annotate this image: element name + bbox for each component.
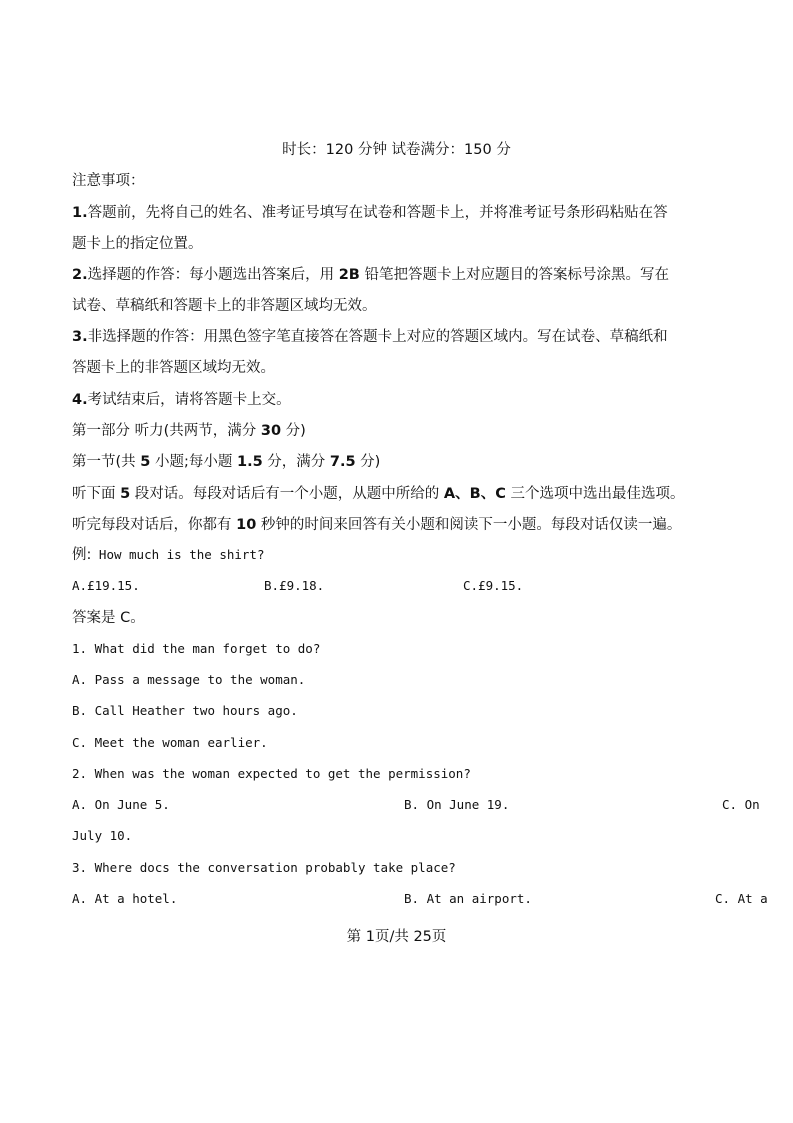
section-count: 5 [140, 454, 151, 470]
example-question-text: How much is the shirt? [91, 547, 265, 562]
part1-heading [72, 421, 306, 441]
question-1: 1. What did the man forget to do? [72, 641, 321, 656]
instruction-4-line-1 [72, 390, 291, 410]
instruction-number: 2. [72, 267, 88, 283]
instruction-2-line-1 [72, 265, 669, 285]
direction-text: 秒钟的时间来回答有关小题和阅读下一小题。每段对话仅读一遍。 [256, 517, 682, 533]
section-text: 分，满分 [262, 454, 330, 470]
example-option-a: A.£19.15. [72, 578, 140, 593]
heading-text: 第一部分 听力(共两节，满分 [72, 423, 261, 439]
direction-text: 听完每段对话后，你都有 [72, 517, 237, 533]
question-1-option-b: B. Call Heather two hours ago. [72, 703, 298, 718]
instruction-1-line-1 [72, 203, 668, 223]
example-option-b: B.£9.18. [264, 578, 325, 593]
example-options [72, 576, 722, 596]
instructions-title: 注意事项： [72, 173, 145, 189]
instruction-text: 非选择题的作答：用黑色签字笔直接答在答题卡上对应的答题区域内。写在试卷、草稿纸和 [87, 329, 668, 345]
instruction-text: 考试结束后，请将答题卡上交。 [87, 392, 291, 408]
instruction-1-line-2: 题卡上的指定位置。 [72, 236, 203, 252]
example-option-c: C.£9.15. [463, 578, 524, 593]
question-2-option-c-continued: July 10. [72, 828, 133, 843]
instruction-number: 3. [72, 329, 88, 345]
pencil-grade: 2B [338, 267, 360, 283]
direction-text: 听下面 [72, 486, 121, 502]
direction-text: 段对话。每段对话后有一个小题，从题中所给的 [130, 486, 444, 502]
example-answer: 答案是 C。 [72, 610, 145, 626]
direction-options: A、B、C [443, 486, 506, 502]
example-label: 例: [72, 547, 92, 563]
question-3-option-c: C. At a [715, 891, 768, 906]
question-1-option-a: A. Pass a message to the woman. [72, 672, 306, 687]
section-points: 1.5 [236, 454, 263, 470]
instruction-text: 选择题的作答：每小题选出答案后，用 [87, 267, 339, 283]
instruction-2-line-2: 试卷、草稿纸和答题卡上的非答题区域均无效。 [72, 298, 377, 314]
section-text: 第一节(共 [72, 454, 141, 470]
instruction-3-line-2: 答题卡上的非答题区域均无效。 [72, 360, 275, 376]
instruction-text: 答题前，先将自己的姓名、准考证号填写在试卷和答题卡上，并将准考证号条形码粘贴在答 [87, 205, 668, 221]
question-2-option-b: B. On June 19. [404, 797, 510, 812]
section-total: 7.5 [329, 454, 356, 470]
direction-count: 5 [120, 486, 131, 502]
heading-text: 分) [281, 423, 306, 439]
instruction-3-line-1 [72, 327, 668, 347]
page-number-footer: 第 1页/共 25页 [346, 929, 447, 945]
section-text: 分) [355, 454, 381, 470]
instruction-number: 4. [72, 392, 88, 408]
question-3-options [72, 889, 772, 909]
instruction-number: 1. [72, 205, 88, 221]
exam-time-info: 时长：120 分钟 试卷满分：150 分 [282, 142, 511, 158]
section1-heading [72, 452, 380, 472]
question-2-option-c: C. On [722, 797, 760, 812]
listening-direction-2 [72, 515, 681, 535]
question-2-option-a: A. On June 5. [72, 797, 170, 812]
question-3-option-b: B. At an airport. [404, 891, 532, 906]
question-3-option-a: A. At a hotel. [72, 891, 178, 906]
direction-seconds: 10 [236, 517, 257, 533]
example-question [72, 545, 264, 565]
question-3: 3. Where docs the conversation probably take place? [72, 860, 456, 875]
heading-score: 30 [260, 423, 282, 439]
direction-text: 三个选项中选出最佳选项。 [505, 486, 685, 502]
question-2-options [72, 795, 772, 815]
section-text: 小题;每小题 [150, 454, 237, 470]
listening-direction-1 [72, 484, 684, 504]
question-2: 2. When was the woman expected to get the permission? [72, 766, 471, 781]
instruction-text: 铅笔把答题卡上对应题目的答案标号涂黑。写在 [359, 267, 669, 283]
question-1-option-c: C. Meet the woman earlier. [72, 735, 268, 750]
